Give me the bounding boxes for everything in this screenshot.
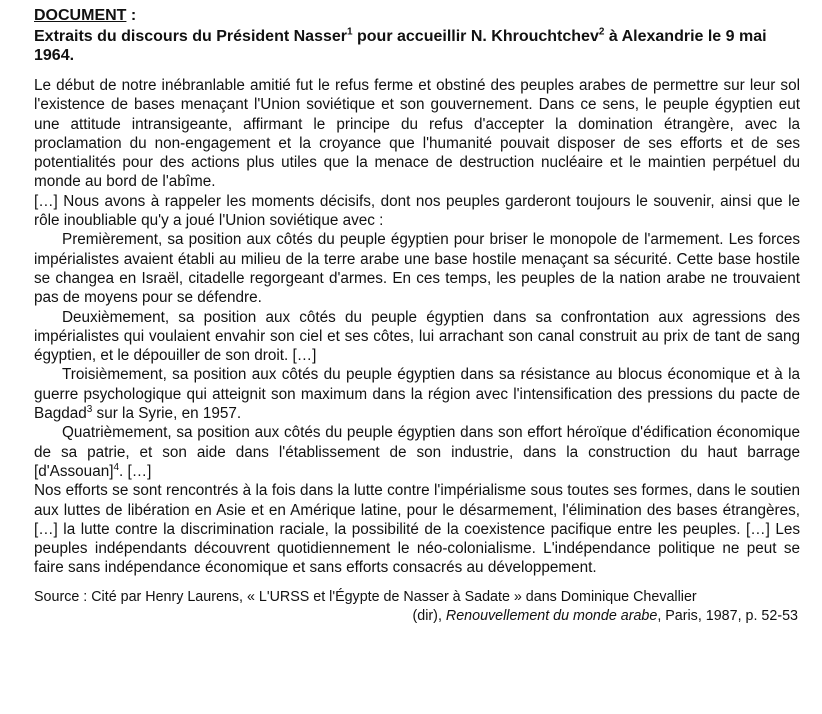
paragraph: Premièrement, sa position aux côtés du peuple égyptien pour briser le monopole de l'armement. Les forces impérialistes avaient établi au milieu de la terre arabe une base hostile menaçant sa sécurité. Cette base hostile se changea en Israël, citadelle regorgeant d'armes. En ces temps, les peuples de la nation arabe ne trouvaient pas de moyens pour se défendre. [34, 231, 800, 307]
document-label-text: DOCUMENT [34, 7, 127, 24]
paragraph-text: Troisièmement, sa position aux côtés du peuple égyptien dans sa résistance au blocus économique et à la guerre psychologique qui atteignit son maximum dans la région avec l'intensification des pressions du pacte de Bagdad [34, 366, 800, 423]
source-citation [34, 588, 800, 626]
document-heading [34, 27, 800, 65]
footnote-ref: 1 [347, 26, 353, 38]
footnote-ref: 2 [598, 26, 605, 38]
paragraph-text: sur la Syrie, en 1957. [92, 405, 242, 423]
source-line: Source : Cité par Henry Laurens, « L'URSS et l'Égypte de Nasser à Sadate » dans Dominique Chevallier [34, 588, 697, 605]
source-book-title: Renouvellement du monde arabe [445, 607, 658, 624]
heading-part: pour accueillir N. Khrouchtchev [352, 28, 599, 45]
source-text: (dir), [412, 607, 446, 624]
paragraph: Nos efforts se sont rencontrés à la fois dans la lutte contre l'impérialisme sous toutes ses formes, dans le soutien aux luttes de libération en Asie et en Amérique latine, pour le désarmement, l'élimination des bases étrangères, […] la lutte contre la discrimination raciale, la possibilité de la coexistence pacifique entre les peuples. […] Les peuples indépendants découvrent quotidiennement le néo-colonialisme. L'indépendance politique ne peut se faire sans indépendance économique et sans efforts consacrés au développement. [34, 482, 800, 577]
heading-part: à Alexandrie le 9 mai 1964. [34, 28, 767, 64]
paragraph-text: . […] [119, 462, 152, 480]
paragraph: Le début de notre inébranlable amitié fut le refus ferme et obstiné des peuples arabes de permettre sur leur sol l'existence de bases menaçant l'Union soviétique et son gouvernement. Dans ce sens, le peuple égyptien eut une attitude intransigeante, affirmant le principe du refus d'accepter la domination étrangère, avec la proclamation du non-engagement et la croyance que l'humanité pouvait disposer de ses efforts et de ses potentialités pour des actions plus utiles que la menace de destruction nucléaire et le maintien perpétuel du monde au bord de l'abîme. [34, 77, 800, 191]
paragraph [34, 365, 800, 423]
speech-excerpt [34, 76, 800, 578]
footnote-ref: 4 [113, 461, 120, 473]
document-label [34, 6, 800, 26]
document-label-colon: : [126, 7, 137, 24]
paragraph [34, 423, 800, 481]
paragraph: […] Nous avons à rappeler les moments décisifs, dont nos peuples garderont toujours le souvenir, ainsi que le rôle inoubliable qu'y a joué l'Union soviétique avec : [34, 192, 800, 230]
source-text: , Paris, 1987, p. 52-53 [657, 607, 798, 624]
footnote-ref: 3 [86, 403, 93, 415]
source-line [34, 607, 800, 626]
paragraph: Deuxièmement, sa position aux côtés du peuple égyptien dans sa confrontation aux agressions des impérialistes qui voulaient envahir son ciel et ses côtes, lui arrachant son canal construit au prix de tant de sang égyptien, et le dépouiller de son droit. […] [34, 308, 800, 365]
heading-part: Extraits du discours du Président Nasser [34, 28, 347, 45]
paragraph-text: Quatrièmement, sa position aux côtés du peuple égyptien dans son effort héroïque d'édification économique de sa patrie, et son aide dans l'établissement de son industrie, dans la construction du haut barrage [d'Assouan] [34, 424, 800, 480]
